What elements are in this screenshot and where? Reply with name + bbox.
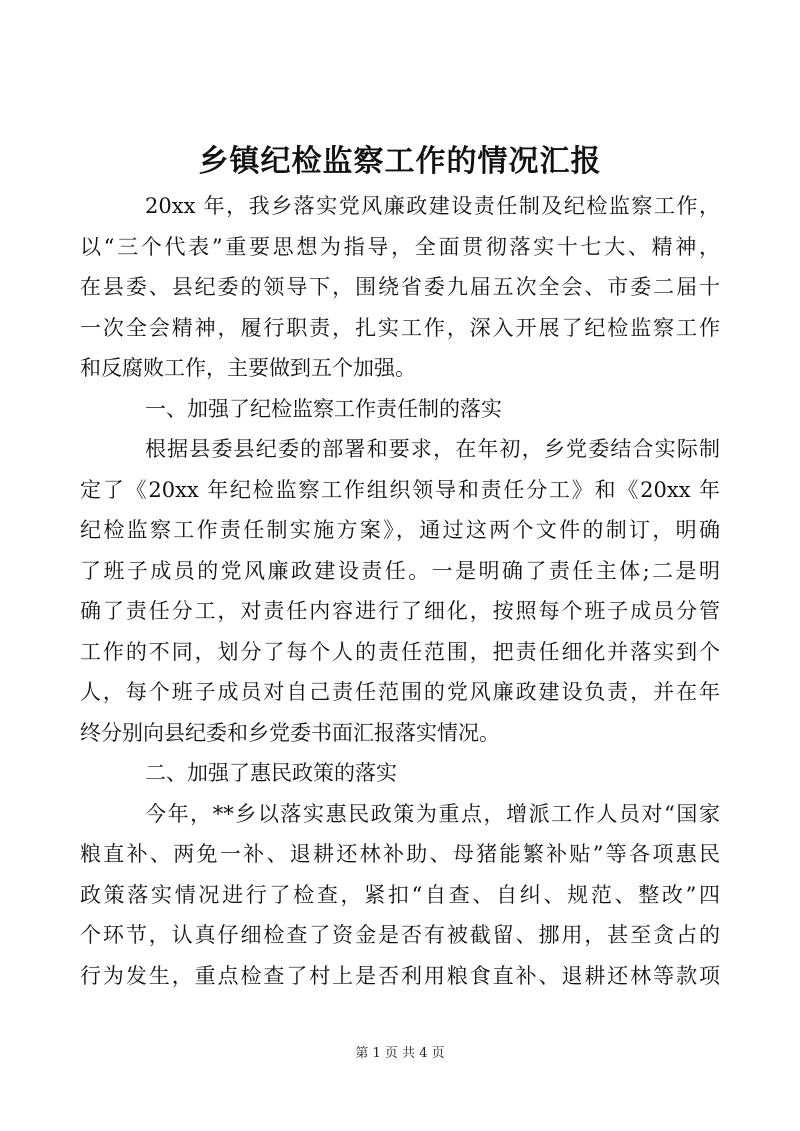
paragraph-line: 根据县委县纪委的部署和要求，在年初，乡党委结合实际制 bbox=[145, 437, 720, 461]
paragraph-line: 了班子成员的党风廉政建设责任。一是明确了责任主体;二是明 bbox=[80, 558, 720, 583]
paragraph-line: 一次全会精神，履行职责，扎实工作，深入开展了纪检监察工作 bbox=[80, 315, 720, 340]
section-heading: 一、加强了纪检监察工作责任制的落实 bbox=[145, 396, 502, 421]
paragraph-line: 定了《20xx 年纪检监察工作组织领导和责任分工》和《20xx 年 bbox=[80, 477, 720, 502]
paragraph-line: 行为发生，重点检查了村上是否利用粮食直补、退耕还林等款项 bbox=[80, 963, 720, 988]
document-body bbox=[80, 186, 720, 996]
paragraph-line: 政策落实情况进行了检查，紧扣“自查、自纠、规范、整改”四 bbox=[80, 882, 720, 907]
paragraph-line: 确了责任分工，对责任内容进行了细化，按照每个班子成员分管 bbox=[80, 599, 720, 623]
paragraph-line: 人，每个班子成员对自己责任范围的党风廉政建设负责，并在年 bbox=[80, 680, 720, 704]
paragraph-line: 粮直补、两免一补、退耕还林补助、母猪能繁补贴”等各项惠民 bbox=[80, 842, 720, 866]
section-heading: 二、加强了惠民政策的落实 bbox=[145, 761, 397, 785]
document-title: 乡镇纪检监察工作的情况汇报 bbox=[198, 144, 602, 179]
paragraph-line: 以“三个代表”重要思想为指导，全面贯彻落实十七大、精神， bbox=[80, 234, 720, 259]
paragraph-line: 个环节，认真仔细检查了资金是否有被截留、挪用，甚至贪占的 bbox=[80, 923, 720, 947]
paragraph-line: 20xx 年，我乡落实党风廉政建设责任制及纪检监察工作， bbox=[145, 194, 720, 218]
paragraph-line: 终分别向县纪委和乡党委书面汇报落实情况。 bbox=[80, 720, 500, 745]
paragraph-line: 工作的不同，划分了每个人的责任范围，把责任细化并落实到个 bbox=[80, 639, 720, 664]
paragraph-line: 今年，**乡以落实惠民政策为重点，增派工作人员对“国家 bbox=[145, 801, 720, 826]
page-number-footer: 第 1 页 共 4 页 bbox=[355, 1046, 445, 1061]
paragraph-line: 纪检监察工作责任制实施方案》，通过这两个文件的制订，明确 bbox=[80, 518, 720, 542]
paragraph-line: 在县委、县纪委的领导下，围绕省委九届五次全会、市委二届十 bbox=[80, 275, 720, 299]
paragraph-line: 和反腐败工作，主要做到五个加强。 bbox=[80, 356, 416, 380]
